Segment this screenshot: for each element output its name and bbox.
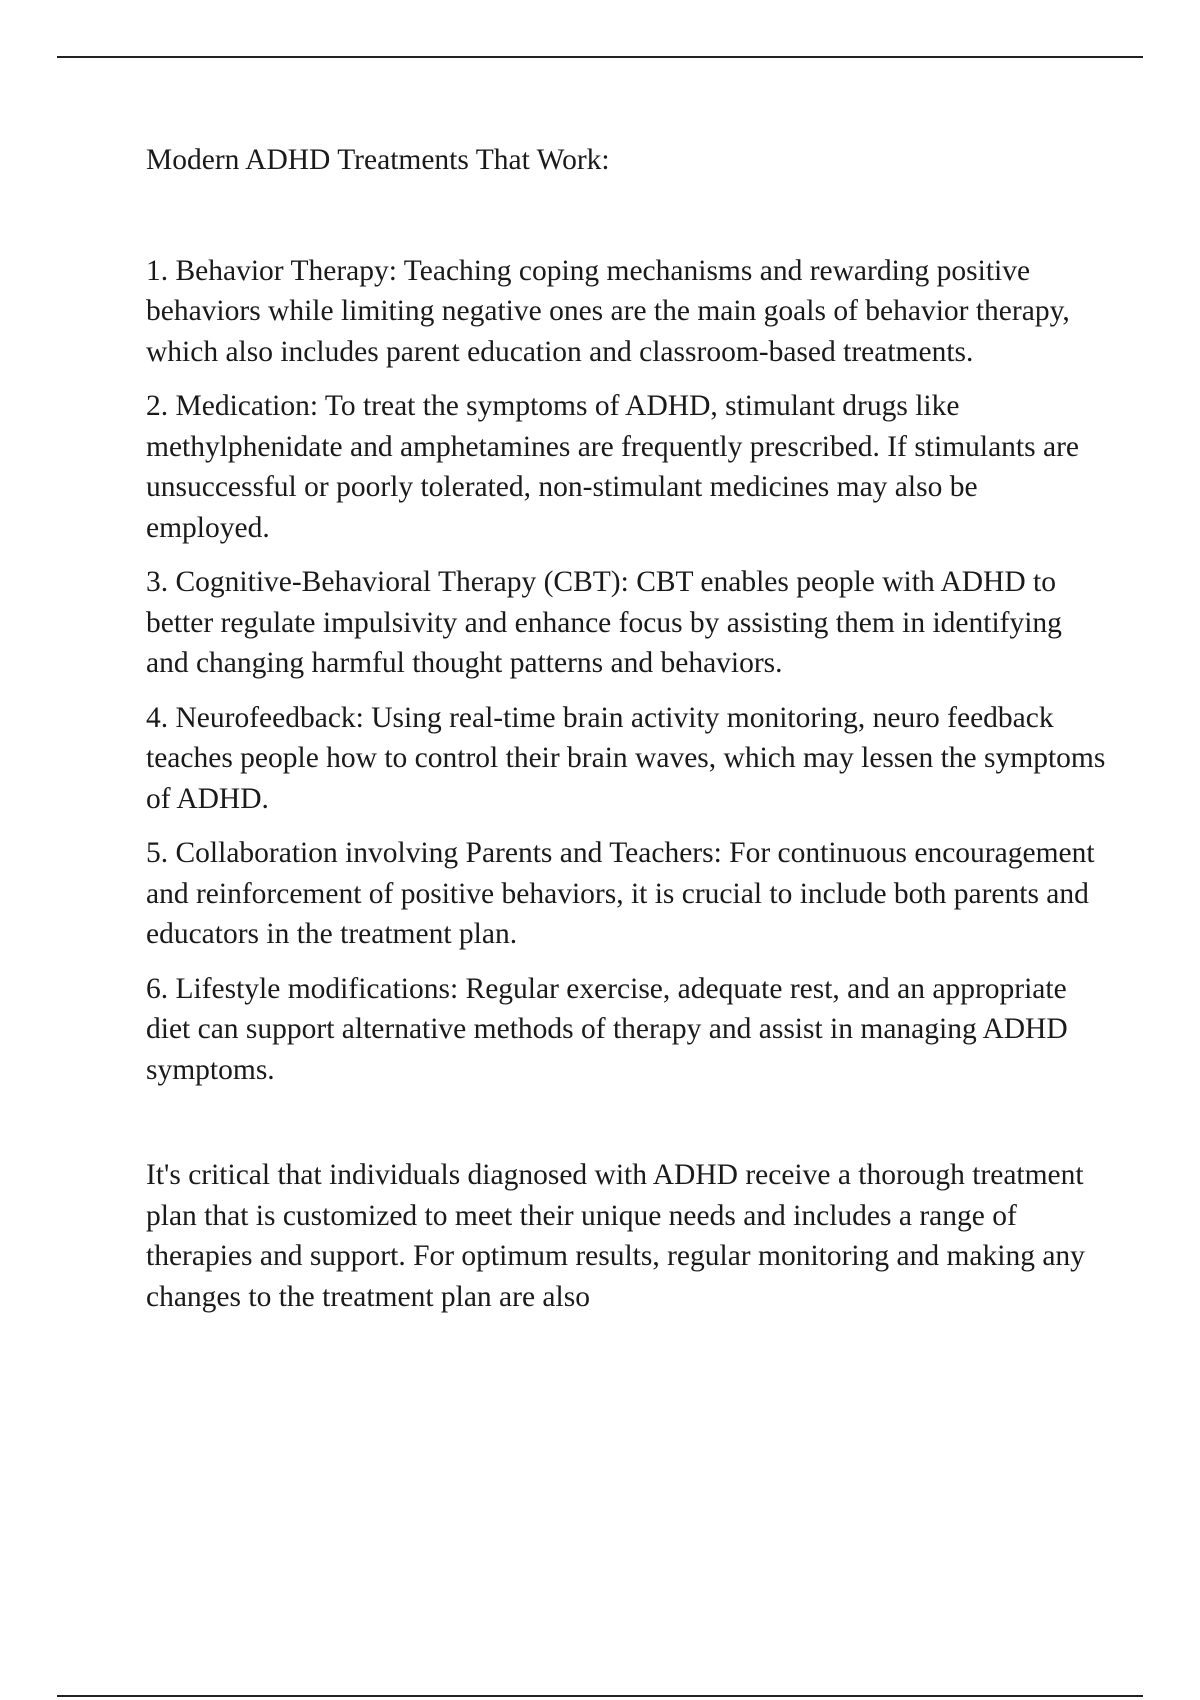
treatment-item-behavior-therapy: 1. Behavior Therapy: Teaching coping mechanisms and rewarding positive behaviors while limiting negative ones are the main goals of behavior therapy, which also includes parent education and classroom-based treatments. (146, 254, 1070, 368)
closing-paragraph: It's critical that individuals diagnosed with ADHD receive a thorough treatment plan that is customized to meet their unique needs and includes a range of therapies and support. For optimum results, regular monitoring and making any changes to the treatment plan are also (146, 1159, 1085, 1313)
treatment-item-cbt: 3. Cognitive-Behavioral Therapy (CBT): CBT enables people with ADHD to better regulate impulsivity and enhance focus by assisting them in identifying and changing harmful thought patterns and behaviors. (146, 566, 1062, 679)
treatment-item-medication: 2. Medication: To treat the symptoms of ADHD, stimulant drugs like methylphenidate and amphetamines are frequently prescribed. If stimulants are unsuccessful or poorly tolerated, non-stimulant medicines may also be employed. (146, 390, 1079, 544)
treatment-item-neurofeedback: 4. Neurofeedback: Using real-time brain activity monitoring, neuro feedback teaches people how to control their brain waves, which may lessen the symptoms of ADHD. (146, 701, 1106, 815)
treatment-item-lifestyle: 6. Lifestyle modifications: Regular exercise, adequate rest, and an appropriate diet can support alternative methods of therapy and assist in managing ADHD symptoms. (146, 972, 1068, 1086)
document-body (146, 140, 1106, 1317)
bottom-rule (57, 1695, 1143, 1697)
document-title: Modern ADHD Treatments That Work: (146, 144, 610, 176)
top-rule (57, 56, 1143, 58)
treatment-item-collaboration: 5. Collaboration involving Parents and Teachers: For continuous encouragement and reinforcement of positive behaviors, it is crucial to include both parents and educators in the treatment plan. (146, 837, 1095, 950)
